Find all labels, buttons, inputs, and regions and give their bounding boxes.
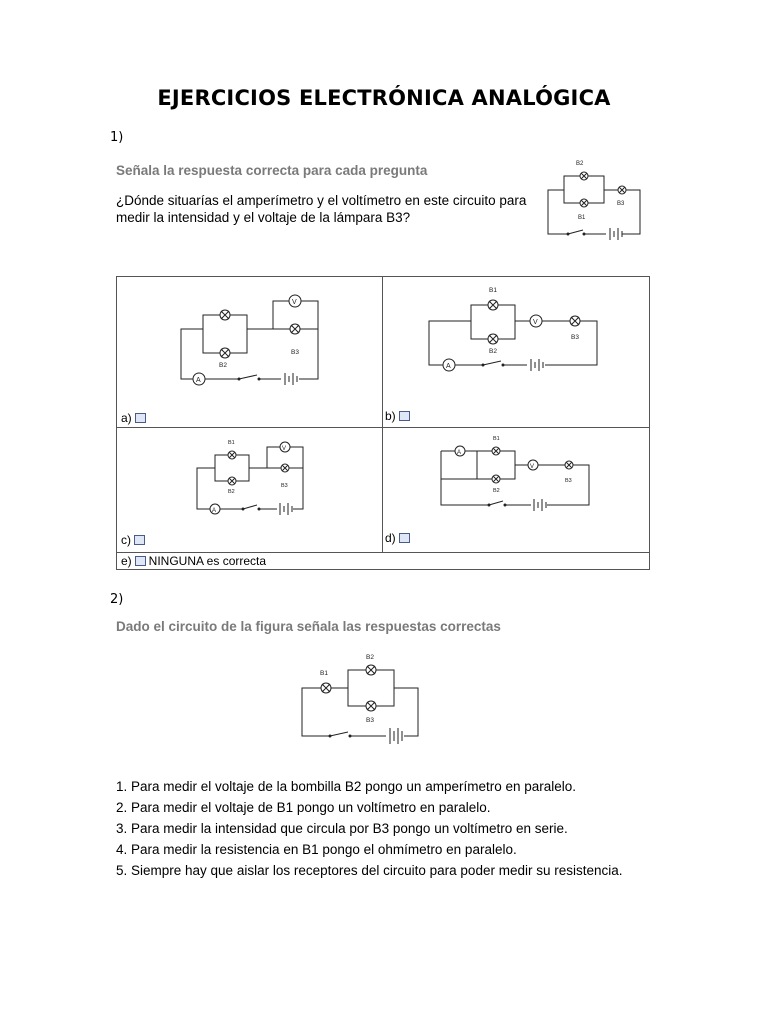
- option-b-checkbox[interactable]: [399, 411, 410, 421]
- question-1-heading: Señala la respuesta correcta para cada pregunta: [116, 163, 428, 178]
- option-e[interactable]: [121, 554, 266, 568]
- option-e-checkbox[interactable]: [135, 556, 146, 566]
- option-a-checkbox[interactable]: [135, 413, 146, 423]
- voltmeter-symbol: V: [282, 446, 287, 452]
- option-c-checkbox[interactable]: [134, 535, 145, 545]
- label-b1: B1: [493, 436, 500, 442]
- question-1-number: 1): [110, 130, 124, 145]
- option-c-circuit: [189, 437, 309, 523]
- question-1-text-line-2: medir la intensidad y el voltaje de la lámpara B3?: [116, 210, 411, 225]
- option-b-label: b): [385, 409, 396, 423]
- option-a-label: a): [121, 411, 132, 425]
- statement-4: 4. Para medir la resistencia en B1 pongo el ohmímetro en paralelo.: [116, 842, 517, 857]
- label-b2: B2: [219, 362, 227, 369]
- question-2-circuit: [298, 650, 424, 746]
- label-b1: B1: [578, 215, 586, 221]
- label-b2: B2: [489, 348, 497, 355]
- statement-3: 3. Para medir la intensidad que circula por B3 pongo un voltímetro en serie.: [116, 821, 568, 836]
- statement-5: 5. Siempre hay que aislar los receptores del circuito para poder medir su resistencia.: [116, 863, 623, 878]
- label-b2: B2: [366, 654, 374, 661]
- option-c[interactable]: [121, 533, 145, 547]
- label-b3: B3: [281, 483, 288, 489]
- grid-divider-row-1: [117, 427, 649, 428]
- label-b3: B3: [571, 334, 579, 341]
- voltmeter-symbol: V: [292, 299, 297, 306]
- label-b3: B3: [565, 478, 572, 484]
- question-2-number: 2): [110, 592, 124, 607]
- option-d-checkbox[interactable]: [399, 533, 410, 543]
- voltmeter-symbol: V: [533, 319, 538, 326]
- label-b2: B2: [576, 161, 584, 167]
- label-b1: B1: [489, 287, 497, 294]
- ammeter-symbol: A: [196, 377, 201, 384]
- label-b3: B3: [366, 717, 374, 724]
- option-a-circuit: [175, 289, 327, 389]
- option-a[interactable]: [121, 411, 146, 425]
- page-title: EJERCICIOS ELECTRÓNICA ANALÓGICA: [157, 86, 611, 110]
- question-1-reference-circuit: [540, 154, 650, 240]
- question-1-text-line-1: ¿Dónde situarías el amperímetro y el voltímetro en este circuito para: [116, 193, 527, 208]
- statement-2: 2. Para medir el voltaje de B1 pongo un voltímetro en paralelo.: [116, 800, 491, 815]
- label-b2: B2: [493, 488, 500, 494]
- statement-1: 1. Para medir el voltaje de la bombilla B2 pongo un amperímetro en paralelo.: [116, 779, 577, 794]
- label-b3: B3: [291, 349, 299, 356]
- question-2-statements: [116, 776, 623, 881]
- question-2-heading: Dado el circuito de la figura señala las respuestas correctas: [116, 619, 501, 634]
- option-b-circuit: [423, 287, 609, 379]
- option-d-label: d): [385, 531, 396, 545]
- ammeter-symbol: A: [457, 450, 462, 456]
- option-d-circuit: [437, 435, 597, 517]
- label-b1: B1: [228, 440, 235, 446]
- option-e-label: e): [121, 554, 132, 568]
- option-d[interactable]: [385, 531, 410, 545]
- ammeter-symbol: A: [212, 508, 217, 514]
- label-b1: B1: [320, 670, 328, 677]
- options-grid: [116, 276, 650, 570]
- option-c-label: c): [121, 533, 131, 547]
- grid-vertical-divider: [382, 277, 383, 552]
- ammeter-symbol: A: [446, 363, 451, 370]
- label-b2: B2: [228, 489, 235, 495]
- grid-divider-row-2: [117, 552, 649, 553]
- option-b[interactable]: [385, 409, 410, 423]
- option-e-text: NINGUNA es correcta: [148, 554, 267, 568]
- voltmeter-symbol: V: [530, 464, 535, 470]
- label-b3: B3: [617, 201, 625, 207]
